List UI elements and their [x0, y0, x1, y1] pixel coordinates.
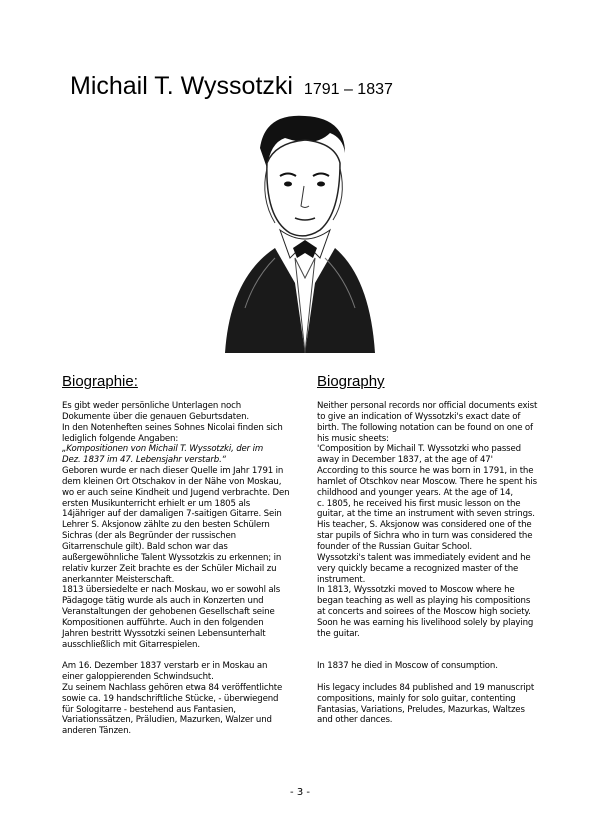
text-line: Gitarrenschule gilt). Bald schon war das [62, 541, 228, 552]
text-line: Es gibt weder persönliche Unterlagen noch [62, 401, 242, 411]
composer-years: 1791 – 1837 [303, 81, 393, 98]
blank-line [317, 672, 537, 683]
text-line: c. 1805, he received his first music lesson on the [317, 498, 521, 509]
text-line: began teaching as well as playing his compositions [317, 596, 531, 607]
portrait-illustration [205, 108, 395, 358]
composer-name: Michail T. Wyssotzki [70, 72, 293, 100]
page-number: - 3 - [290, 787, 310, 798]
text-line: hamlet of Otschkov near Moscow. There he spent his [317, 476, 537, 487]
text-line: at concerts and soirees of the Moscow high society. [317, 607, 531, 618]
text-line: „Kompositionen von Michail T. Wyssotzki, der im [62, 444, 264, 455]
text-line: In 1813, Wyssotzki moved to Moscow where he [317, 585, 515, 596]
text-line: his music sheets: [317, 433, 389, 444]
text-line: 14jähriger auf der damaligen 7-saitigen Gitarre. Sein [62, 509, 282, 520]
text-line: für Sologitarre - bestehend aus Fantasien, [62, 704, 236, 715]
text-line: star pupils of Sichra who in turn was considered the [317, 531, 533, 542]
text-line: Pädagoge tätig wurde als auch in Konzerten und [62, 596, 264, 607]
german-biography-text [62, 401, 289, 737]
page-title [70, 72, 393, 101]
text-line: Variationssätzen, Präludien, Mazurken, Walzer und [62, 715, 272, 726]
text-line: away in December 1837, at the age of 47' [317, 455, 493, 466]
text-line: ausschließlich mit Gitarrespielen. [62, 639, 200, 650]
text-line: ersten Musikunterricht erhielt er um 1805 als [62, 498, 251, 509]
text-line: founder of the Russian Guitar School. [317, 541, 472, 552]
blank-line [62, 650, 289, 661]
english-biography-text [317, 401, 537, 726]
text-line: His legacy includes 84 published and 19 manuscript [317, 682, 535, 693]
german-heading: Biographie: [62, 373, 138, 390]
text-line: Neither personal records nor official documents exist [317, 401, 538, 411]
text-line: Kompositionen aufführte. Auch in den folgenden [62, 617, 264, 628]
text-line: guitar, at the time an instrument with seven strings. [317, 509, 535, 520]
blank-line [317, 650, 537, 661]
text-line: Jahren bestritt Wyssotzki seinen Lebensunterhalt [62, 628, 266, 639]
text-line: birth. The following notation can be found on one of [317, 422, 533, 433]
text-line: In den Notenheften seines Sohnes Nicolai finden sich [62, 422, 283, 433]
text-line: very quickly became a recognized master of the [317, 563, 519, 574]
text-line: According to this source he was born in 1791, in the [317, 466, 534, 477]
text-line: 'Composition by Michail T. Wyssotzki who passed [317, 444, 521, 455]
text-line: In 1837 he died in Moscow of consumption. [317, 661, 498, 672]
text-line: Lehrer S. Aksjonow zählte zu den besten Schülern [62, 520, 270, 531]
text-line: to give an indication of Wyssotzki's exact date of [317, 411, 521, 422]
text-line: Wyssotzki's talent was immediately evident and he [317, 552, 531, 563]
text-line: sowie ca. 19 handschriftliche Stücke, - überwiegend [62, 693, 279, 704]
text-line: anerkannter Meisterschaft. [62, 574, 175, 585]
text-line: Dokumente über die genauen Geburtsdaten. [62, 411, 249, 422]
text-line: relativ kurzer Zeit brachte es der Schüler Michail zu [62, 563, 277, 574]
text-line: and other dances. [317, 715, 393, 726]
text-line: Geboren wurde er nach dieser Quelle im Jahr 1791 in [62, 466, 284, 477]
text-line: Sichras (der als Begründer der russischen [62, 531, 236, 542]
blank-line [317, 640, 537, 651]
text-line: anderen Tänzen. [62, 726, 131, 737]
text-line: childhood and younger years. At the age of 14, [317, 487, 513, 498]
text-line: instrument. [317, 574, 366, 585]
text-line: Zu seinem Nachlass gehören etwa 84 veröffentlichte [62, 682, 283, 693]
text-line: Am 16. Dezember 1837 verstarb er in Moskau an [62, 661, 268, 672]
text-line: wo er auch seine Kindheit und Jugend verbrachte. Den [62, 487, 290, 498]
text-line: Fantasias, Variations, Preludes, Mazurkas, Waltzes [317, 704, 525, 715]
text-line: Veranstaltungen der gehobenen Gesellschaft seine [62, 607, 275, 618]
text-line: compositions, mainly for solo guitar, contenting [317, 693, 516, 704]
text-line: außergewöhnliche Talent Wyssotzkis zu erkennen; in [62, 552, 282, 563]
text-line: dem kleinen Ort Otschakov in der Nähe von Moskau, [62, 476, 282, 487]
text-line: lediglich folgende Angaben: [62, 433, 179, 444]
text-line: His teacher, S. Aksjonow was considered one of the [317, 520, 532, 531]
text-line: Dez. 1837 im 47. Lebensjahr verstarb.“ [62, 455, 226, 466]
text-line: einer galoppierenden Schwindsucht. [62, 672, 214, 683]
text-line: 1813 übersiedelte er nach Moskau, wo er sowohl als [62, 585, 281, 596]
text-line: Soon he was earning his livelihood solely by playing [317, 617, 534, 628]
english-heading: Biography [317, 373, 385, 390]
text-line: the guitar. [317, 628, 360, 639]
